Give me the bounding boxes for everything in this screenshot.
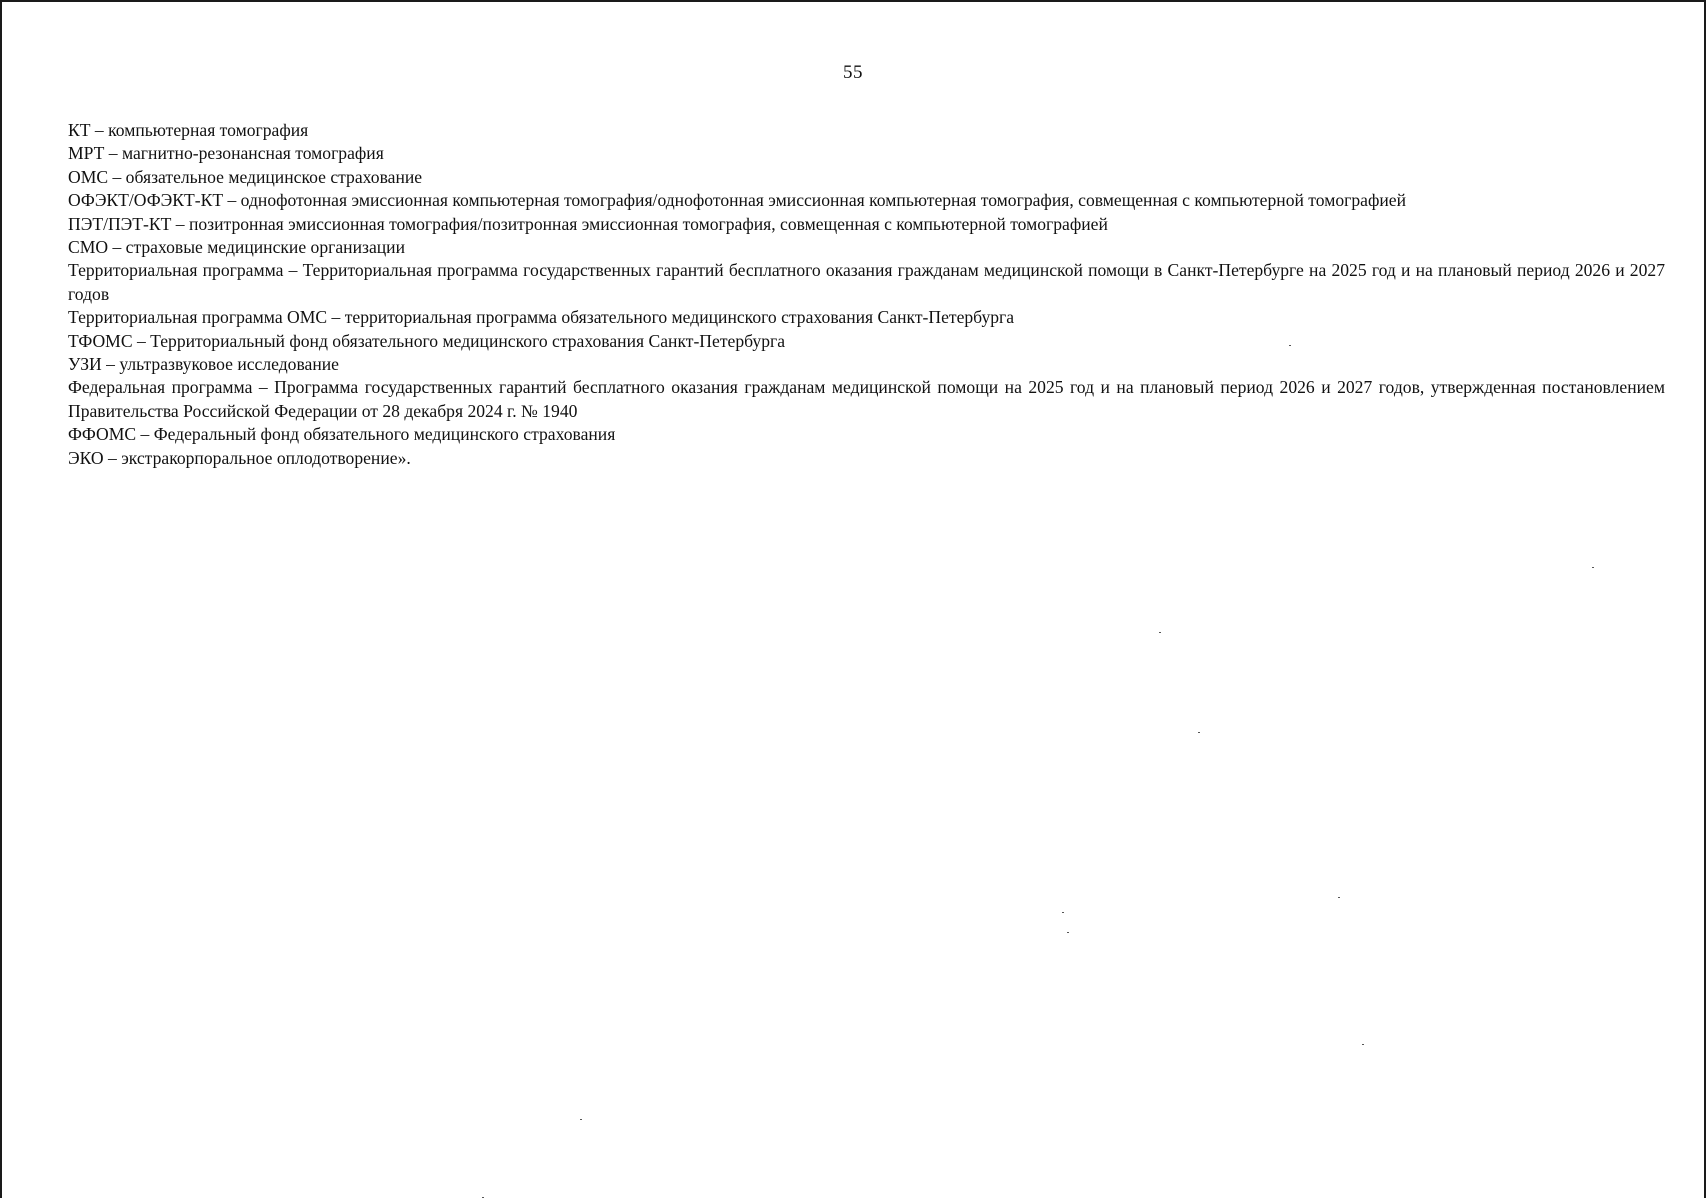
scan-speck — [1362, 1044, 1364, 1045]
scan-speck — [1338, 897, 1340, 898]
scan-speck — [482, 1197, 484, 1198]
list-item: ОМС – обязательное медицинское страхование — [68, 166, 423, 187]
list-item: Федеральная программа – Программа государственных гарантий бесплатного оказания гражданам медицинской помощи на 2025 год и на плановый период 2026 и 2027 годов, утвержденная постановлением Правительства Российской Федерации от 28 декабря 2024 г. № 1940 — [68, 377, 1665, 421]
list-item: ФФОМС – Федеральный фонд обязательного медицинского страхования — [68, 424, 616, 445]
list-item: МРТ – магнитно-резонансная томография — [68, 143, 384, 164]
scan-speck — [1159, 632, 1161, 633]
list-item: СМО – страховые медицинские организации — [68, 237, 406, 258]
list-item: КТ – компьютерная томография — [68, 120, 309, 140]
list-item: ЭКО – экстракорпоральное оплодотворение». — [68, 447, 411, 468]
list-item: ТФОМС – Территориальный фонд обязательного медицинского страхования Санкт-Петербурга — [68, 330, 786, 351]
scan-speck — [580, 1119, 582, 1120]
scan-speck — [1062, 912, 1064, 913]
abbreviation-list — [68, 119, 1665, 470]
list-item: Территориальная программа – Территориальная программа государственных гарантий бесплатного оказания гражданам медицинской помощи в Санкт-Петербурге на 2025 год и на плановый период 2026 и 2027 годов — [68, 260, 1665, 304]
list-item: Территориальная программа ОМС – территориальная программа обязательного медицинского страхования Санкт-Петербурга — [68, 307, 1015, 328]
scan-speck — [1067, 932, 1069, 933]
list-item: ОФЭКТ/ОФЭКТ-КТ – однофотонная эмиссионная компьютерная томография/однофотонная эмиссионная компьютерная томография, совмещенная с компьютерной томографией — [68, 190, 1407, 211]
list-item: ПЭТ/ПЭТ-КТ – позитронная эмиссионная томография/позитронная эмиссионная томография, совмещенная с компьютерной томографией — [68, 213, 1108, 234]
scan-speck — [1592, 567, 1594, 568]
scan-speck — [1289, 345, 1291, 346]
scan-speck — [1198, 732, 1200, 733]
page-number: 55 — [843, 62, 863, 83]
list-item: УЗИ – ультразвуковое исследование — [68, 354, 339, 375]
